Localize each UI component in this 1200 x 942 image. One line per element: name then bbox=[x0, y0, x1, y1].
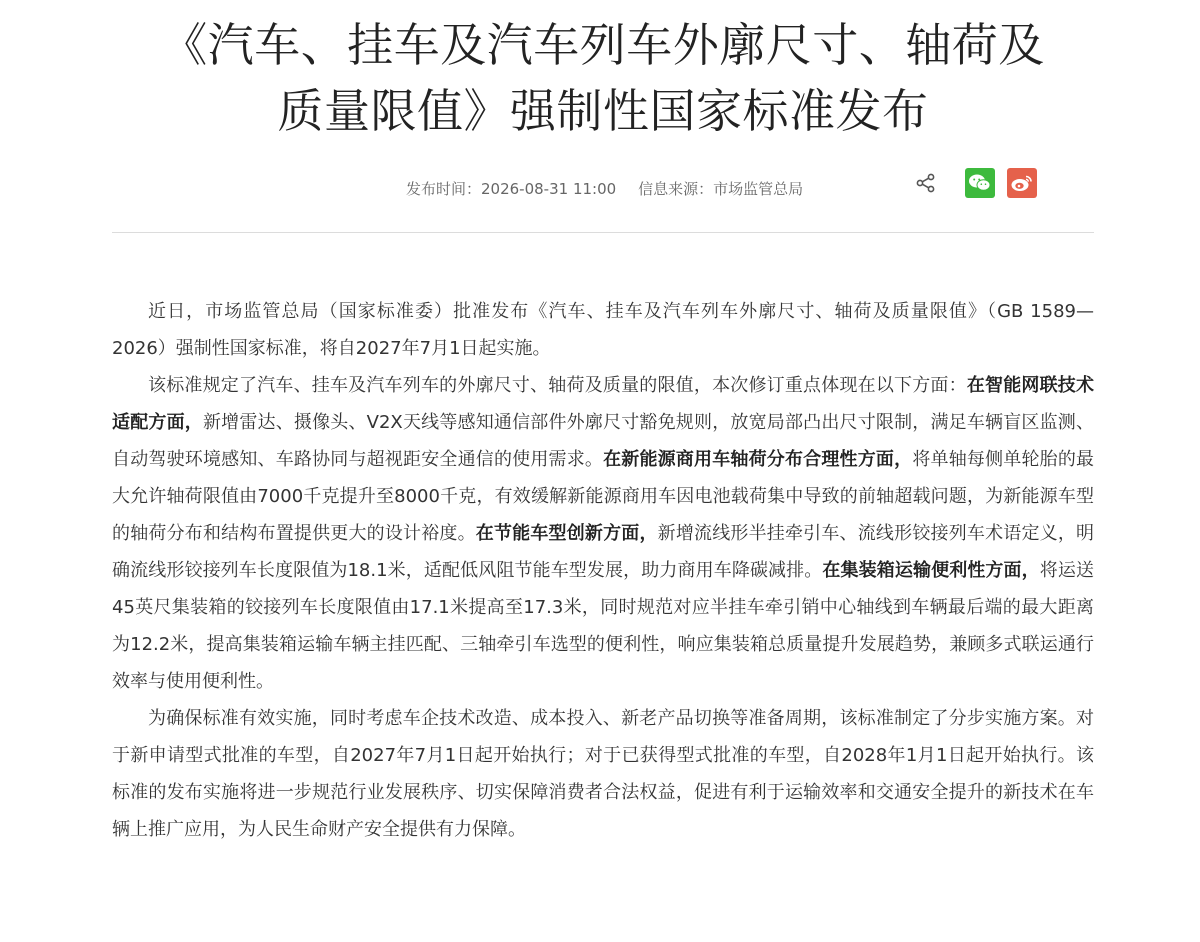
p2-bold-new-energy: 在新能源商用车轴荷分布合理性方面， bbox=[603, 449, 913, 470]
p2-segment: 该标准规定了汽车、挂车及汽车列车的外廓尺寸、轴荷及质量的限值，本次修订重点体现在以下方面： bbox=[148, 375, 967, 396]
share-toolbar bbox=[915, 168, 1037, 198]
wechat-icon[interactable] bbox=[965, 168, 995, 198]
publish-time: 发布时间：2026-08-31 11:00 bbox=[406, 180, 617, 198]
p2-segment: 将单轴每侧单轮胎的最大允许轴荷限值由7000千克提升至8000千克，有效缓解新能源商用车因电池载荷集中导致的前轴超载问题，为新能源车型的轴荷分布和结构布置提供更大的设计裕度。 bbox=[112, 449, 1095, 544]
page-title bbox=[112, 0, 1094, 144]
info-source: 信息来源：市场监管总局 bbox=[638, 180, 804, 198]
p2-segment: 新增流线形半挂牵引车、流线形铰接列车术语定义，明确流线形铰接列车长度限值为18.1米，适配低风阻节能车型发展，助力商用车降碳减排。 bbox=[112, 523, 1095, 581]
article-container bbox=[112, 0, 1094, 848]
article-meta bbox=[406, 178, 803, 199]
p2-bold-energy-saving: 在节能车型创新方面， bbox=[475, 523, 658, 544]
p2-bold-container: 在集装箱运输便利性方面， bbox=[822, 560, 1040, 581]
paragraph-1: 近日，市场监管总局（国家标准委）批准发布《汽车、挂车及汽车列车外廓尺寸、轴荷及质量限值》（GB 1589—2026）强制性国家标准，将自2027年7月1日起实施。 bbox=[112, 301, 1094, 359]
p2-bold-intelligent: 在智能网联技术适配方面， bbox=[112, 375, 1095, 433]
paragraph-2 bbox=[112, 367, 1094, 700]
weibo-icon[interactable] bbox=[1007, 168, 1037, 198]
p2-segment: 新增雷达、摄像头、V2X天线等感知通信部件外廓尺寸豁免规则，放宽局部凸出尺寸限制，满足车辆盲区监测、自动驾驶环境感知、车路协同与超视距安全通信的使用需求。 bbox=[112, 412, 1094, 470]
paragraph-3: 为确保标准有效实施，同时考虑车企技术改造、成本投入、新老产品切换等准备周期，该标准制定了分步实施方案。对于新申请型式批准的车型，自2027年7月1日起开始执行；对于已获得型式批准的车型，自2028年1月1日起开始执行。该标准的发布实施将进一步规范行业发展秩序、切实保障消费者合法权益，促进有利于运输效率和交通安全提升的新技术在车辆上推广应用，为人民生命财产安全提供有力保障。 bbox=[112, 708, 1094, 840]
title-line-2: 质量限值》强制性国家标准发布 bbox=[277, 84, 929, 138]
title-line-1: 《汽车、挂车及汽车列车外廓尺寸、轴荷及 bbox=[161, 18, 1045, 72]
p2-segment: 将运送45英尺集装箱的铰接列车长度限值由17.1米提高至17.3米，同时规范对应半挂车牵引销中心轴线到车辆最后端的最大距离为12.2米，提高集装箱运输车辆主挂匹配、三轴牵引车选型的便利性，响应集装箱总质量提升发展趋势，兼顾多式联运通行效率与使用便利性。 bbox=[112, 560, 1095, 692]
meta-bar bbox=[112, 158, 1094, 233]
article-body bbox=[112, 293, 1094, 848]
share-icon[interactable] bbox=[915, 172, 937, 194]
